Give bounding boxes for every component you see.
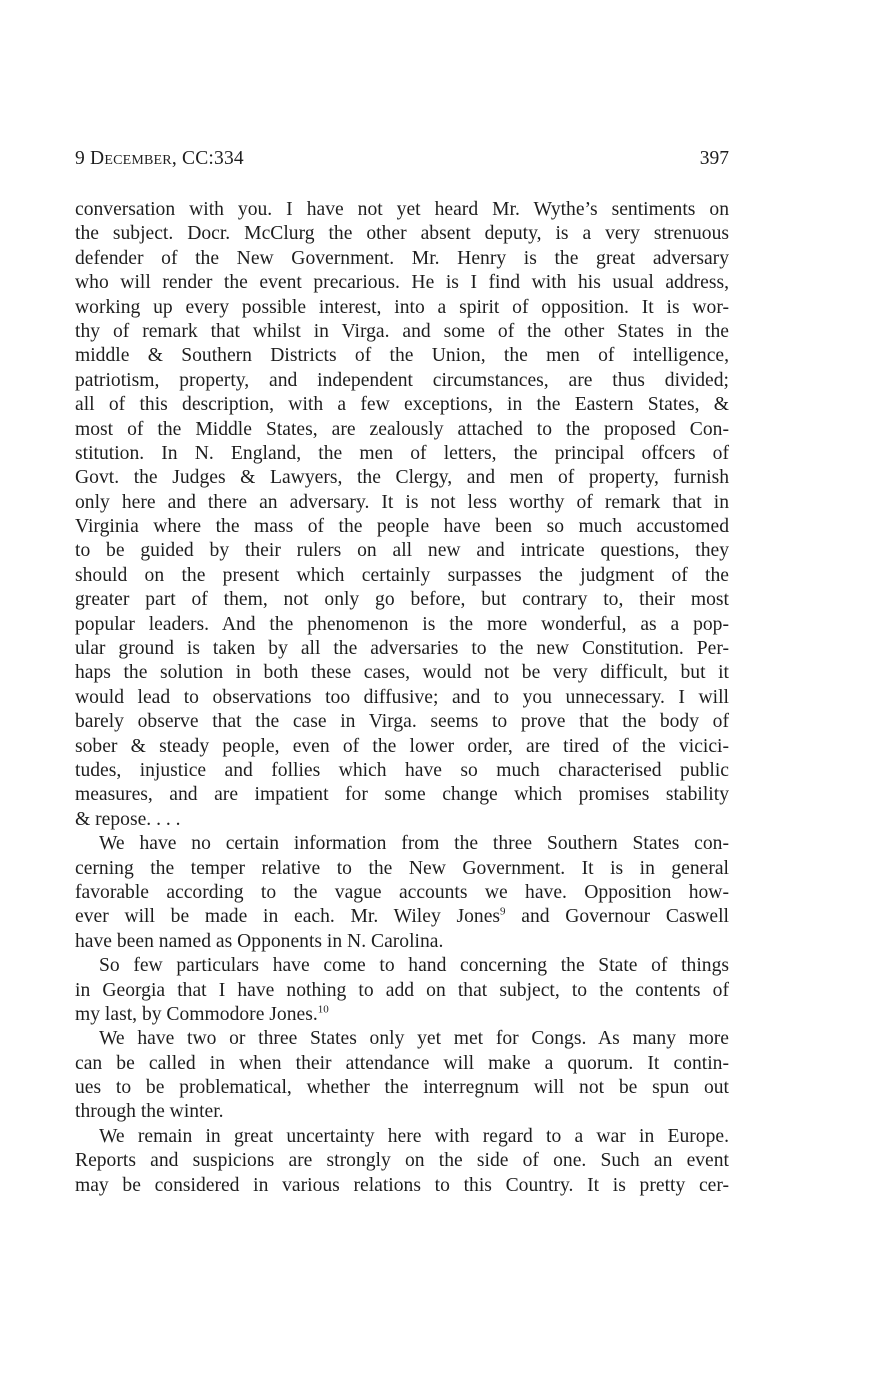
text-line: should on the present which certainly surpasses the judgment of the xyxy=(75,564,729,586)
text-line: only here and there an adversary. It is not less worthy of remark that in xyxy=(75,491,729,513)
footnote-marker[interactable]: 9 xyxy=(500,905,506,918)
text-line: stitution. In N. England, the men of letters, the principal offcers of xyxy=(75,442,729,464)
text-segment: ever will be made in each. Mr. Wiley Jones xyxy=(75,906,501,928)
text-line: middle & Southern Districts of the Union, the men of intelligence, xyxy=(75,345,729,367)
text-line: Govt. the Judges & Lawyers, the Clergy, and men of property, furnish xyxy=(75,467,729,489)
book-page xyxy=(75,146,729,1198)
text-line: have been named as Opponents in N. Carolina. xyxy=(75,930,444,952)
text-line: favorable according to the vague accounts we have. Opposition how- xyxy=(75,881,729,903)
text-line: conversation with you. I have not yet heard Mr. Wythe’s sentiments on xyxy=(75,199,729,220)
text-segment: my last, by Commodore Jones. xyxy=(75,1003,318,1025)
text-line: We remain in great uncertainty here with regard to a war in Europe. xyxy=(99,1125,729,1147)
text-line: So few particulars have come to hand concerning the State of things xyxy=(99,955,729,977)
paragraph xyxy=(75,198,729,832)
text-line: We have no certain information from the three Southern States con- xyxy=(99,833,729,855)
text-line: patriotism, property, and independent circumstances, are thus divided; xyxy=(75,369,729,391)
text-line: popular leaders. And the phenomenon is the more wonderful, as a pop- xyxy=(75,613,729,635)
text-line: can be called in when their attendance will make a quorum. It contin- xyxy=(75,1052,729,1074)
text-line: & repose. . . . xyxy=(75,808,181,830)
text-line: to be guided by their rulers on all new and intricate questions, they xyxy=(75,540,729,562)
text-line: barely observe that the case in Virga. seems to prove that the body of xyxy=(75,711,729,733)
footnote-marker[interactable]: 10 xyxy=(317,1003,329,1016)
text-line: haps the solution in both these cases, would not be very difficult, but it xyxy=(75,662,729,684)
text-line: We have two or three States only yet met for Congs. As many more xyxy=(99,1028,729,1050)
running-head-month: December xyxy=(90,148,172,169)
text-line: ular ground is taken by all the adversaries to the new Constitution. Per- xyxy=(75,638,729,660)
text-segment: and Governour Caswell xyxy=(505,906,729,928)
text-line: tudes, injustice and follies which have so much characterised public xyxy=(75,759,729,781)
page-number: 397 xyxy=(699,148,729,169)
running-head-doc-ref: , CC:334 xyxy=(171,148,244,169)
paragraph xyxy=(75,832,729,954)
text-line: greater part of them, not only go before, but contrary to, their most xyxy=(75,589,729,611)
paragraph xyxy=(75,1027,729,1125)
text-line: through the winter. xyxy=(75,1101,224,1123)
paragraph xyxy=(75,1125,729,1198)
text-line: Reports and suspicions are strongly on the side of one. Such an event xyxy=(75,1150,729,1172)
text-line: working up every possible interest, into a spirit of opposition. It is wor- xyxy=(75,296,729,318)
text-line: cerning the temper relative to the New Government. It is in general xyxy=(75,857,729,879)
text-line: thy of remark that whilst in Virga. and some of the other States in the xyxy=(75,320,729,342)
text-line-with-footnote xyxy=(75,1003,729,1027)
running-head-day: 9 xyxy=(75,148,85,169)
letter-body xyxy=(75,198,729,1198)
text-line: in Georgia that I have nothing to add on that subject, to the contents of xyxy=(75,979,729,1001)
text-line: who will render the event precarious. He is I find with his usual address, xyxy=(75,272,729,294)
text-line: all of this description, with a few exceptions, in the Eastern States, & xyxy=(75,394,729,416)
text-line: the subject. Docr. McClurg the other absent deputy, is a very strenuous xyxy=(75,223,729,245)
text-line: Virginia where the mass of the people have been so much accustomed xyxy=(75,516,729,538)
running-head-date-ref xyxy=(75,146,244,172)
running-head xyxy=(75,146,729,180)
text-line: sober & steady people, even of the lower order, are tired of the vicici- xyxy=(75,735,729,757)
text-line: would lead to observations too diffusive; and to you unnecessary. I will xyxy=(75,686,729,708)
text-line-with-footnote xyxy=(75,905,729,929)
text-line: most of the Middle States, are zealously attached to the proposed Con- xyxy=(75,418,729,440)
text-line: defender of the New Government. Mr. Henry is the great adversary xyxy=(75,247,729,269)
text-line: may be considered in various relations to this Country. It is pretty cer- xyxy=(75,1174,729,1196)
paragraph xyxy=(75,954,729,1027)
text-line: ues to be problematical, whether the interregnum will not be spun out xyxy=(75,1077,729,1099)
text-line: measures, and are impatient for some change which promises stability xyxy=(75,784,729,806)
